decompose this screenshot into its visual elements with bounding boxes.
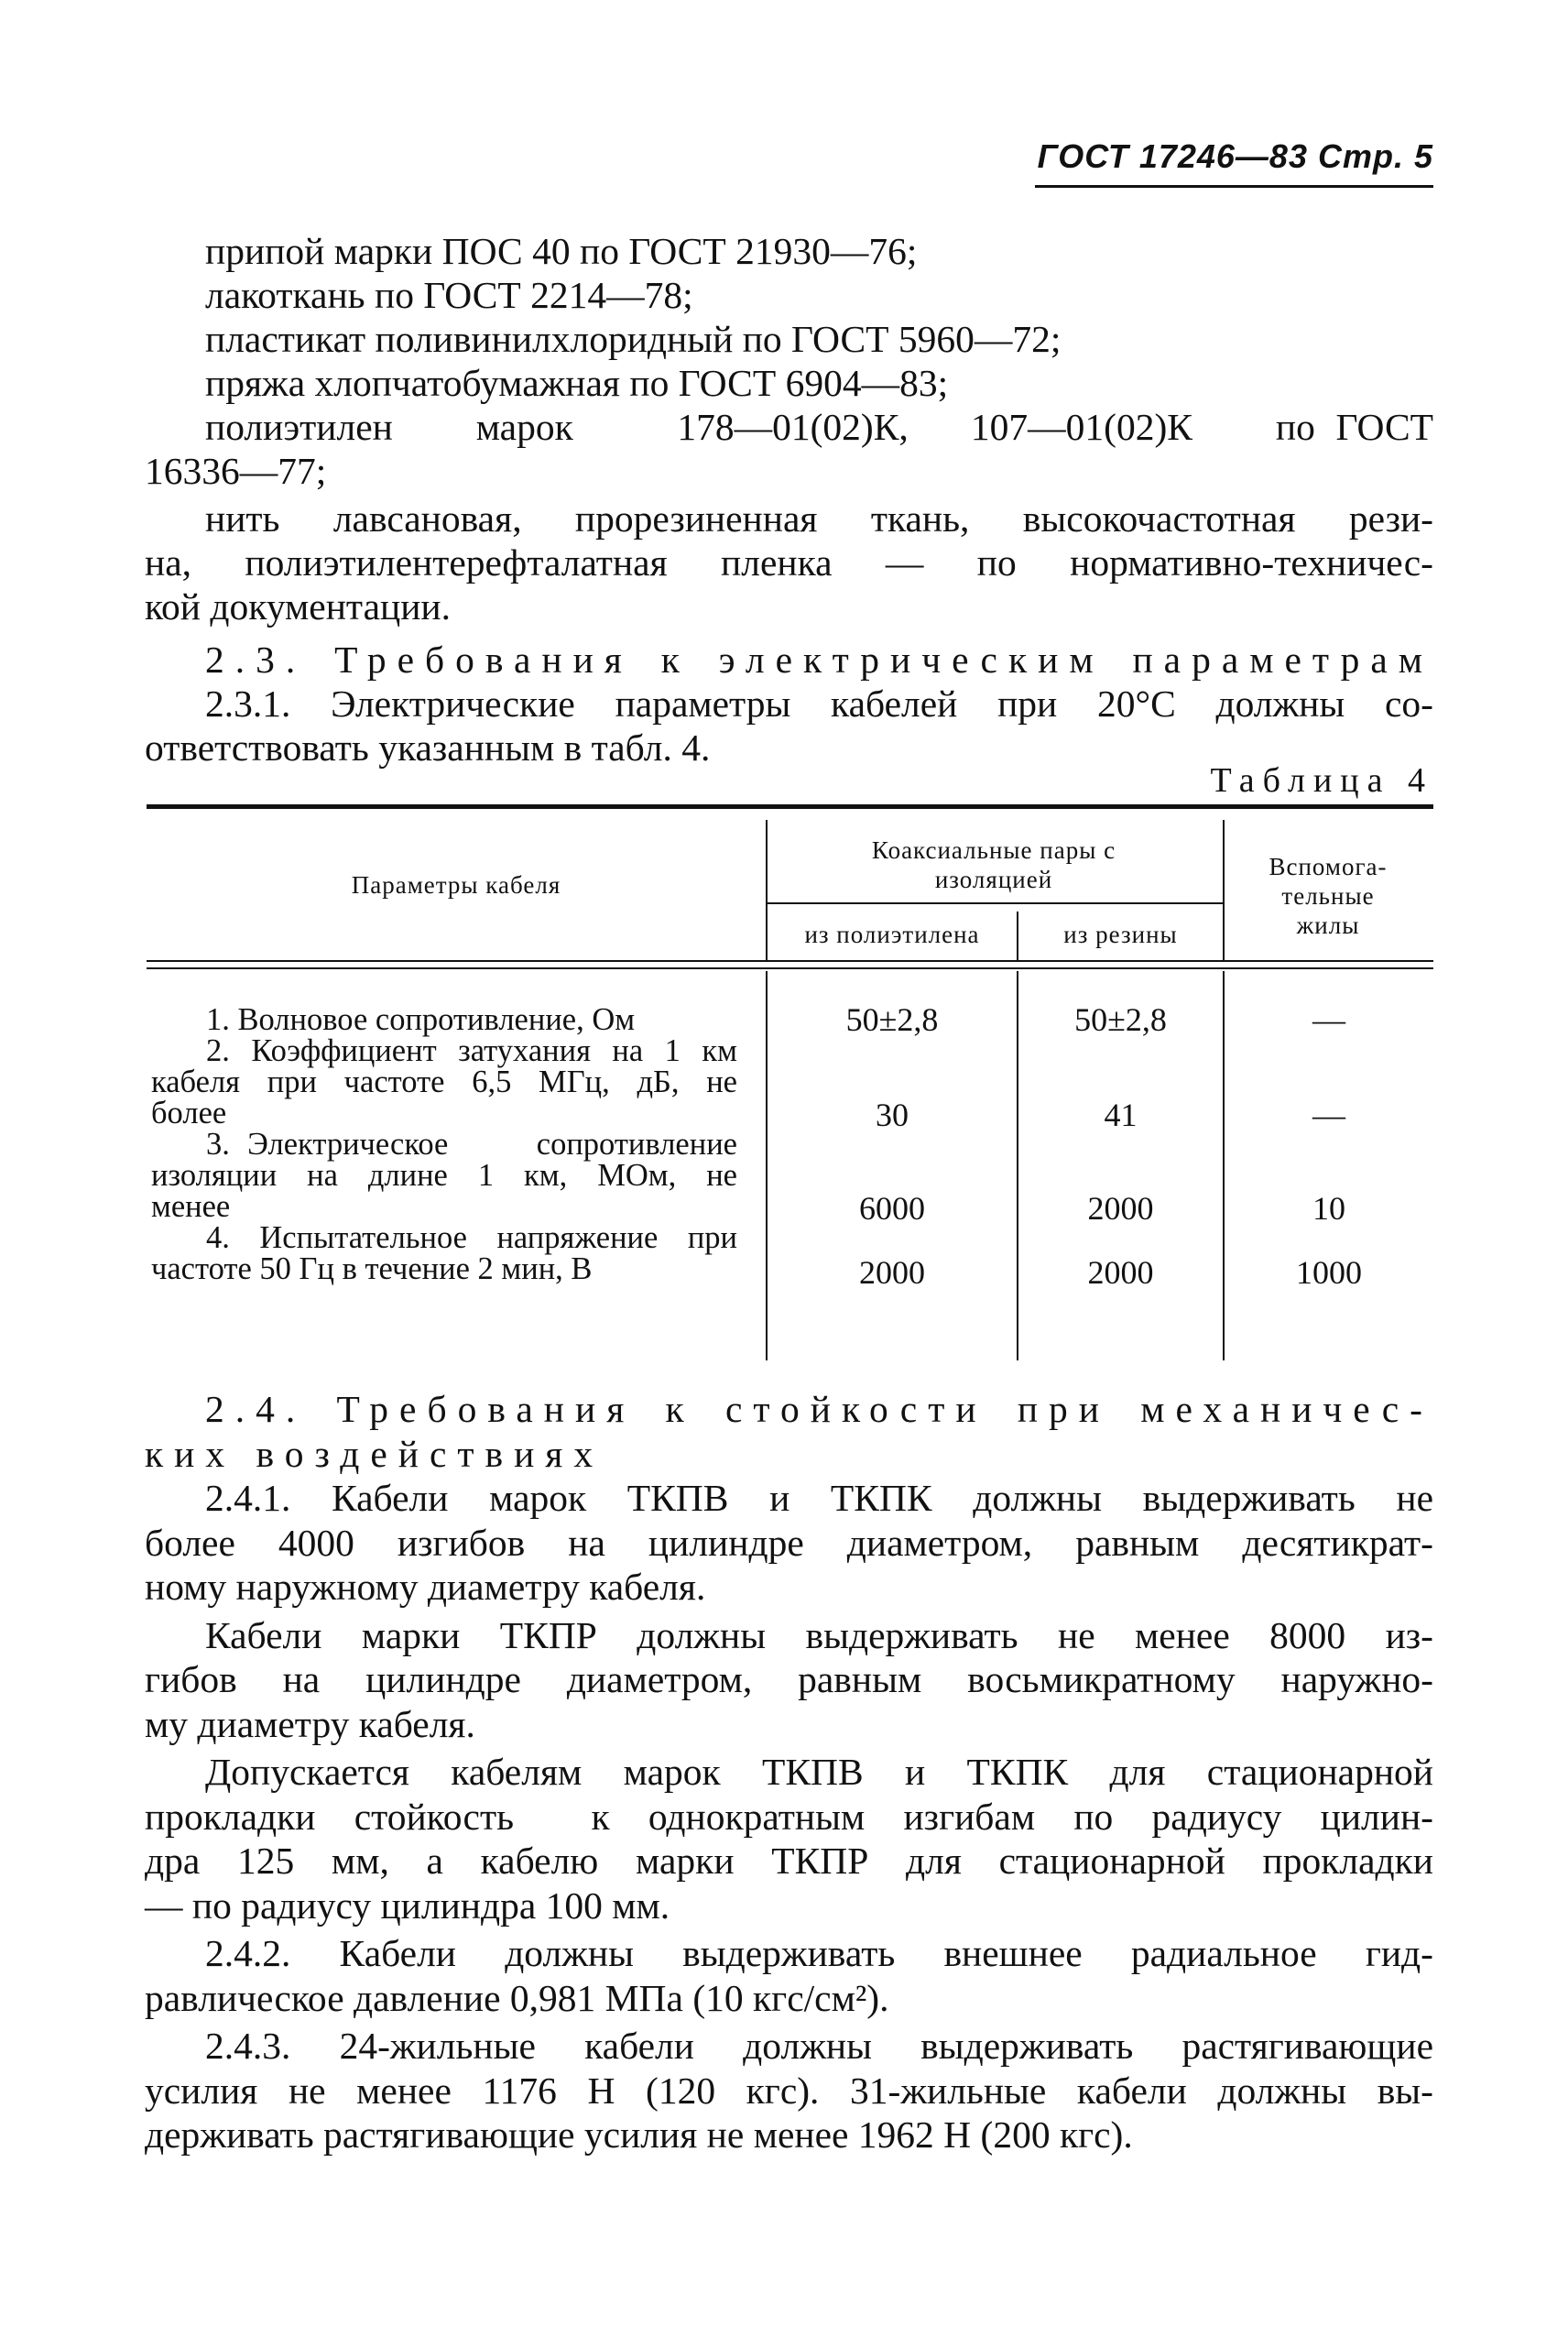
row-label-line: частоте 50 Гц в течение 2 мин, В	[151, 1251, 593, 1286]
paragraph-line: 2.4.3. 24-жильные кабели должны выдерживать растягивающие	[205, 2025, 1433, 2067]
row-label-line: изоляции на длине 1 км, МОм, не	[151, 1158, 737, 1193]
col-header-poly: из полиэтилена	[804, 921, 980, 948]
cell-aux: 1000	[1296, 1254, 1362, 1291]
page-header: ГОСТ 17246—83 Стр. 5	[1037, 137, 1433, 175]
material-line: кой документации.	[145, 585, 451, 628]
col-header-rubber: из резины	[1063, 921, 1178, 948]
cell-rubber: 41	[1104, 1097, 1138, 1133]
table-row-label	[151, 1004, 737, 1035]
material-line: нить лавсановая, прорезиненная ткань, высокочастотная рези-	[205, 497, 1433, 540]
materials-list	[145, 229, 1433, 628]
paragraph-line: 2.4.1. Кабели марок ТКПВ и ТКПК должны выдерживать не	[205, 1477, 1433, 1519]
material-line: лакоткань по ГОСТ 2214—78;	[205, 274, 693, 316]
table-caption: Таблица 4	[1210, 761, 1433, 800]
col-header-aux: Вспомога-тельные жилы	[1269, 853, 1388, 939]
table-row-label	[151, 1035, 737, 1129]
paragraph-line: прокладки стойкость к однократным изгибам по радиусу цилин-	[145, 1795, 1433, 1838]
cell-poly: 50±2,8	[845, 1001, 939, 1038]
paragraph-line: 2.3.1. Электрические параметры кабелей при 20°С должны со-	[205, 683, 1433, 725]
cell-poly: 30	[876, 1097, 909, 1133]
cell-rubber: 50±2,8	[1074, 1001, 1167, 1038]
cell-aux: 10	[1312, 1190, 1345, 1227]
table-row-label	[151, 1222, 737, 1284]
paragraph-line: му диаметру кабеля.	[145, 1702, 475, 1745]
cell-aux: —	[1312, 1001, 1345, 1038]
paragraph-line: 2.4.2. Кабели должны выдерживать внешнее радиальное гид-	[205, 1932, 1433, 1974]
table-header-rule	[147, 960, 1433, 962]
table-top-rule	[147, 804, 1433, 809]
table-row-label	[151, 1129, 737, 1222]
cell-poly: 2000	[859, 1254, 925, 1291]
row-label-line: более	[151, 1096, 227, 1130]
row-label-line: 1. Волновое сопротивление, Ом	[206, 1002, 636, 1037]
material-line: пряжа хлопчатобумажная по ГОСТ 6904—83;	[205, 362, 949, 404]
table-header-rule-2	[147, 967, 1433, 969]
section-heading: 2.4. Требования к стойкости при механичес-	[205, 1388, 1433, 1430]
cell-rubber: 2000	[1087, 1254, 1154, 1291]
paragraph-line: ответствовать указанным в табл. 4.	[145, 726, 711, 769]
paragraph-line: равлическое давление 0,981 МПа (10 кгс/см²).	[145, 1976, 889, 2019]
table-subheader-rule	[766, 902, 1223, 904]
cell-poly: 6000	[859, 1190, 925, 1227]
col-header-coax: Коаксиальные пары с изоляцией	[871, 836, 1116, 893]
row-label-line: 2. Коэффициент затухания на 1 км	[206, 1033, 737, 1068]
col-header-param: Параметры кабеля	[351, 871, 561, 899]
section-2-4	[145, 1387, 1433, 2157]
paragraph-line: — по радиусу цилиндра 100 мм.	[145, 1884, 670, 1927]
paragraph-line: Кабели марки ТКПР должны выдерживать не менее 8000 из-	[205, 1613, 1433, 1656]
row-label-line: менее	[151, 1189, 231, 1224]
paragraph-line: Допускается кабелям марок ТКПВ и ТКПК для стационарной	[205, 1751, 1433, 1793]
section-heading: ких воздействиях	[145, 1432, 604, 1475]
col-divider	[1223, 820, 1225, 960]
row-label-line: 3. Электрическое сопротивление	[206, 1127, 737, 1162]
paragraph-line: более 4000 изгибов на цилиндре диаметром, равным десятикрат-	[145, 1521, 1433, 1564]
material-line: пластикат поливинилхлоридный по ГОСТ 5960—72;	[205, 318, 1062, 360]
paragraph-line: гибов на цилиндре диаметром, равным восьмикратному наружно-	[145, 1658, 1433, 1700]
header-rule	[1035, 185, 1433, 188]
material-line: 16336—77;	[145, 450, 327, 492]
paragraph-line: усилия не менее 1176 Н (120 кгс). 31-жильные кабели должны вы-	[145, 2069, 1433, 2112]
section-heading: 2.3. Требования к электрическим параметрам	[205, 639, 1433, 681]
paragraph-line: держивать растягивающие усилия не менее 1962 Н (200 кгс).	[145, 2113, 1133, 2156]
section-2-3	[145, 638, 1433, 770]
paragraph-line: ному наружному диаметру кабеля.	[145, 1566, 706, 1608]
row-label-line: кабеля при частоте 6,5 МГц, дБ, не	[151, 1065, 737, 1099]
cell-aux: —	[1312, 1097, 1345, 1133]
paragraph-line: дра 125 мм, а кабелю марки ТКПР для стационарной прокладки	[145, 1840, 1433, 1882]
row-label-line: 4. Испытательное напряжение при	[206, 1220, 737, 1255]
material-line: полиэтилен марок 178—01(02)К, 107—01(02)К по ГОСТ	[205, 406, 1433, 448]
material-line: припой марки ПОС 40 по ГОСТ 21930—76;	[205, 230, 918, 272]
cell-rubber: 2000	[1087, 1190, 1154, 1227]
material-line: на, полиэтилентерефталатная пленка — по нормативно-техничес-	[145, 541, 1433, 584]
